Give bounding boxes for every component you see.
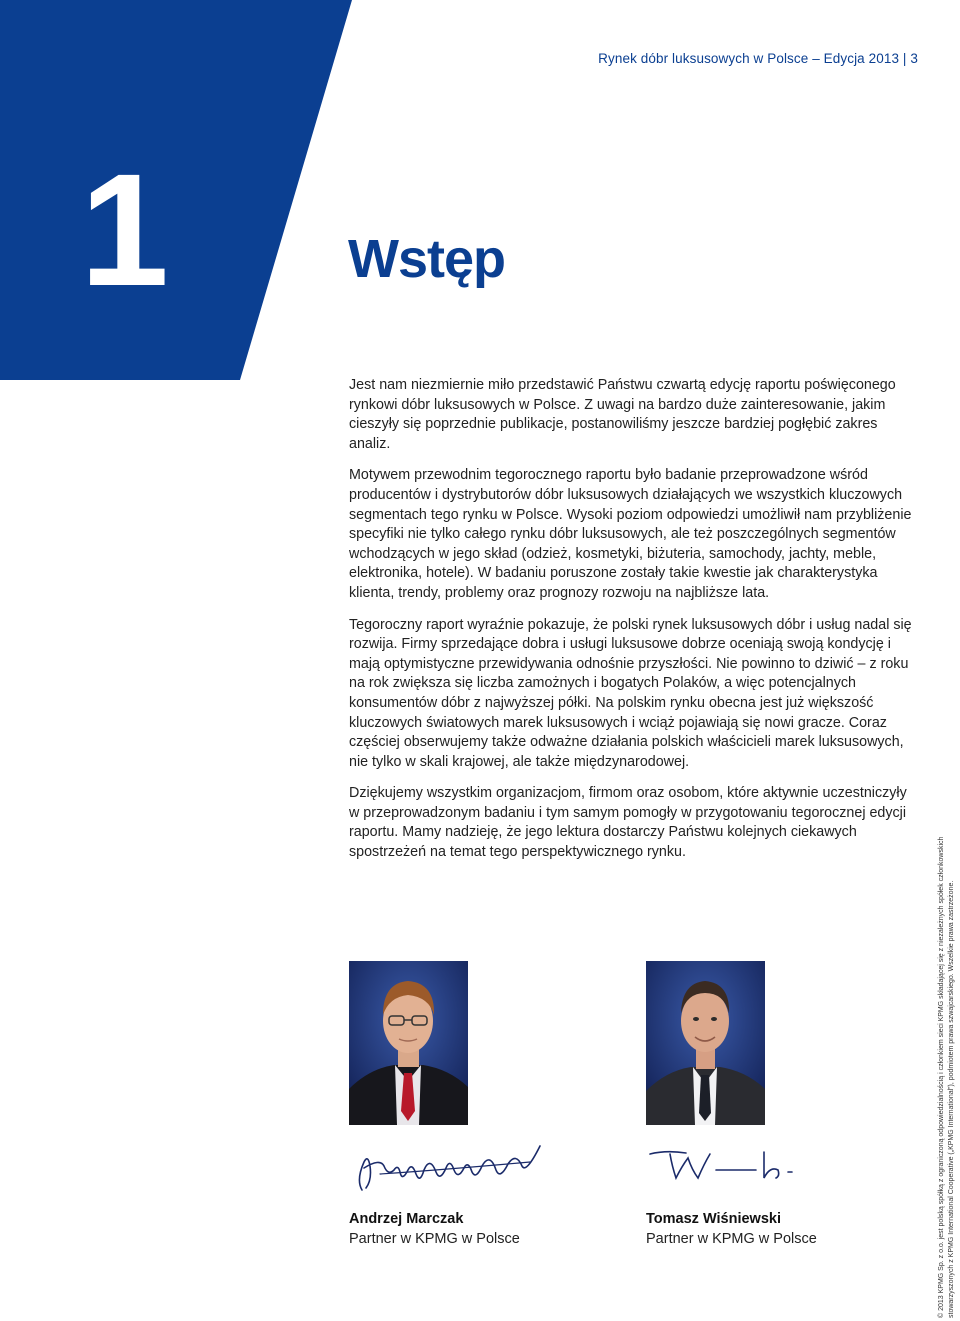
paragraph-3: Tegoroczny raport wyraźnie pokazuje, że polski rynek luksusowych dóbr i usług nadal się rozwija. Firmy sprzedające dobra i usługi luksusowe dobrze oceniają swoją kondycję i mają optymistyczne przewidywania odnośnie przyszłości. Nie powinno to dziwić – z roku na rok zwiększa się liczba zamożnych i bogatych Polaków, a więc potencjalnych konsumentów dóbr z najwyższej półki. Na polskim rynku obecna jest już większość kluczowych światowych marek luksusowych i wciąż pojawiają się nowi gracze. Coraz częściej obserwujemy także odważne działania polskich właścicieli marek luksusowych, nie tylko w skali krajowej, ale także międzynarodowej. [349, 616, 912, 770]
portrait-andrzej-marczak [349, 961, 468, 1125]
copyright-line-2: stowarzyszonych z KPMG International Cooperative („KPMG International”), podmiotem prawa szwajcarskiego. Wszelkie prawa zastrzeżone. [947, 880, 955, 1318]
paragraph-4: Dziękujemy wszystkim organizacjom, firmom oraz osobom, które aktywnie uczestniczyły w przeprowadzonym badaniu i tym samym pomogły w przygotowaniu tegorocznej edycji raportu. Mamy nadzieję, że jego lektura dostarczy Państwu kolejnych ciekawych spostrzeżeń na temat tego perspektywicznego rynku. [349, 785, 907, 861]
intro-text [349, 376, 921, 875]
signatory-role-2: Partner w KPMG w Polsce [646, 1231, 817, 1247]
paragraph-1: Jest nam niezmiernie miło przedstawić Państwu czwartą edycję raportu poświęconego rynkowi dóbr luksusowych w Polsce. Z uwagi na bardzo duże zainteresowanie, jakim cieszyły się poprzednie publikacje, postanowiliśmy jeszcze bardziej pogłębić zakres analiz. [349, 377, 896, 452]
portrait-tomasz-wisniewski [646, 961, 765, 1125]
signature-tomasz-wisniewski [646, 1148, 806, 1188]
signatory-role-1: Partner w KPMG w Polsce [349, 1231, 520, 1247]
running-header: Rynek dóbr luksusowych w Polsce – Edycja 2013 | 3 [598, 51, 918, 66]
paragraph-2: Motywem przewodnim tegorocznego raportu było badanie przeprowadzone wśród producentów i dystrybutorów dóbr luksusowych działających we wszystkich kluczowych segmentach tego rynku w Polsce. Wysoki poziom odpowiedzi umożliwił nam przybliżenie specyfiki nie tylko całego rynku dóbr luksusowych, ale też poszczególnych segmentów wchodzących w jego skład (odzież, kosmetyki, biżuteria, samochody, jachty, meble, elektronika, hotele). W badaniu poruszone zostały takie kwestie jak charakterystyka klienta, trendy, problemy oraz prognozy rozwoju na najbliższe lata. [349, 467, 912, 601]
signature-andrzej-marczak [350, 1140, 550, 1195]
page-title: Wstęp [348, 229, 505, 289]
chapter-banner [0, 0, 352, 380]
copyright-notice [937, 758, 956, 1318]
signatory-name-2: Tomasz Wiśniewski [646, 1211, 781, 1227]
signatory-name-1: Andrzej Marczak [349, 1211, 464, 1227]
chapter-number: 1 [80, 140, 169, 319]
copyright-line-1: © 2013 KPMG Sp. z o.o. jest polską spółką z ograniczoną odpowiedzialnością i członkiem sieci KPMG składającej się z niezależnych spółek członkowskich [938, 836, 945, 1318]
